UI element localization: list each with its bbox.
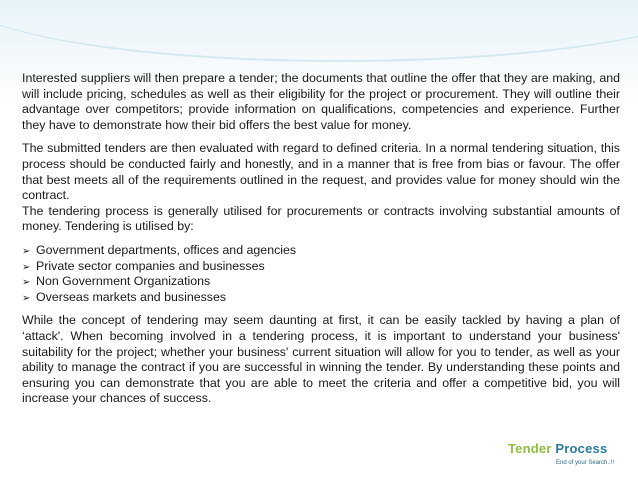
- logo-name-part1: Tender: [508, 441, 552, 456]
- arrow-bullet-icon: ➢: [22, 277, 31, 289]
- paragraph-evaluation: The submitted tenders are then evaluated with regard to defined criteria. In a normal tendering situation, this process should be conducted fairly and honestly, and in a manner that is free from bias or favour. The offer that best meets all of the requirements outlined in the request, and provides value for money should win the contract.: [22, 141, 620, 203]
- tender-process-logo: [508, 441, 630, 475]
- paragraph-suppliers: Interested suppliers will then prepare a tender; the documents that outline the offer that they are making, and will include pricing, schedules as well as their eligibility for the project or procurement. They will outline their advantage over competitors; provide information on qualifications, competencies and experience. Further they have to demonstrate how their bid offers the best value for money.: [22, 71, 620, 132]
- arrow-bullet-icon: ➢: [22, 245, 31, 257]
- logo-name: [508, 441, 607, 456]
- list-item: [22, 243, 620, 259]
- list-item: [22, 274, 620, 290]
- arrow-bullet-icon: ➢: [22, 292, 31, 304]
- list-item-text: Private sector companies and businesses: [36, 258, 265, 273]
- list-item-text: Non Government Organizations: [36, 274, 211, 289]
- list-item-text: Government departments, offices and agencies: [36, 242, 297, 257]
- slide-content: [22, 71, 620, 407]
- list-item: [22, 259, 620, 275]
- logo-name-part2: Process: [555, 441, 608, 456]
- logo-tagline: End of your Search..!!: [556, 460, 615, 466]
- arrow-bullet-icon: ➢: [22, 261, 31, 273]
- paragraph-usage: The tendering process is generally utilised for procurements or contracts involving substantial amounts of money. Tendering is utilised by:: [22, 203, 620, 234]
- list-item-text: Overseas markets and businesses: [36, 289, 227, 304]
- bullet-list: [22, 243, 620, 305]
- list-item: [22, 290, 620, 306]
- header-decoration: [0, 0, 638, 62]
- paragraph-conclusion: While the concept of tendering may seem daunting at first, it can be easily tackled by having a plan of ‘attack'. When becoming involved in a tendering process, it is important to understand your business' suitability for the project; whether your business' current situation will allow for you to tender, as well as your ability to manage the contract if you are successful in winning the tender. By understanding these points and ensuring you can demonstrate that you are able to meet the criteria and offer a competitive bid, you will increase your chances of success.: [22, 313, 620, 406]
